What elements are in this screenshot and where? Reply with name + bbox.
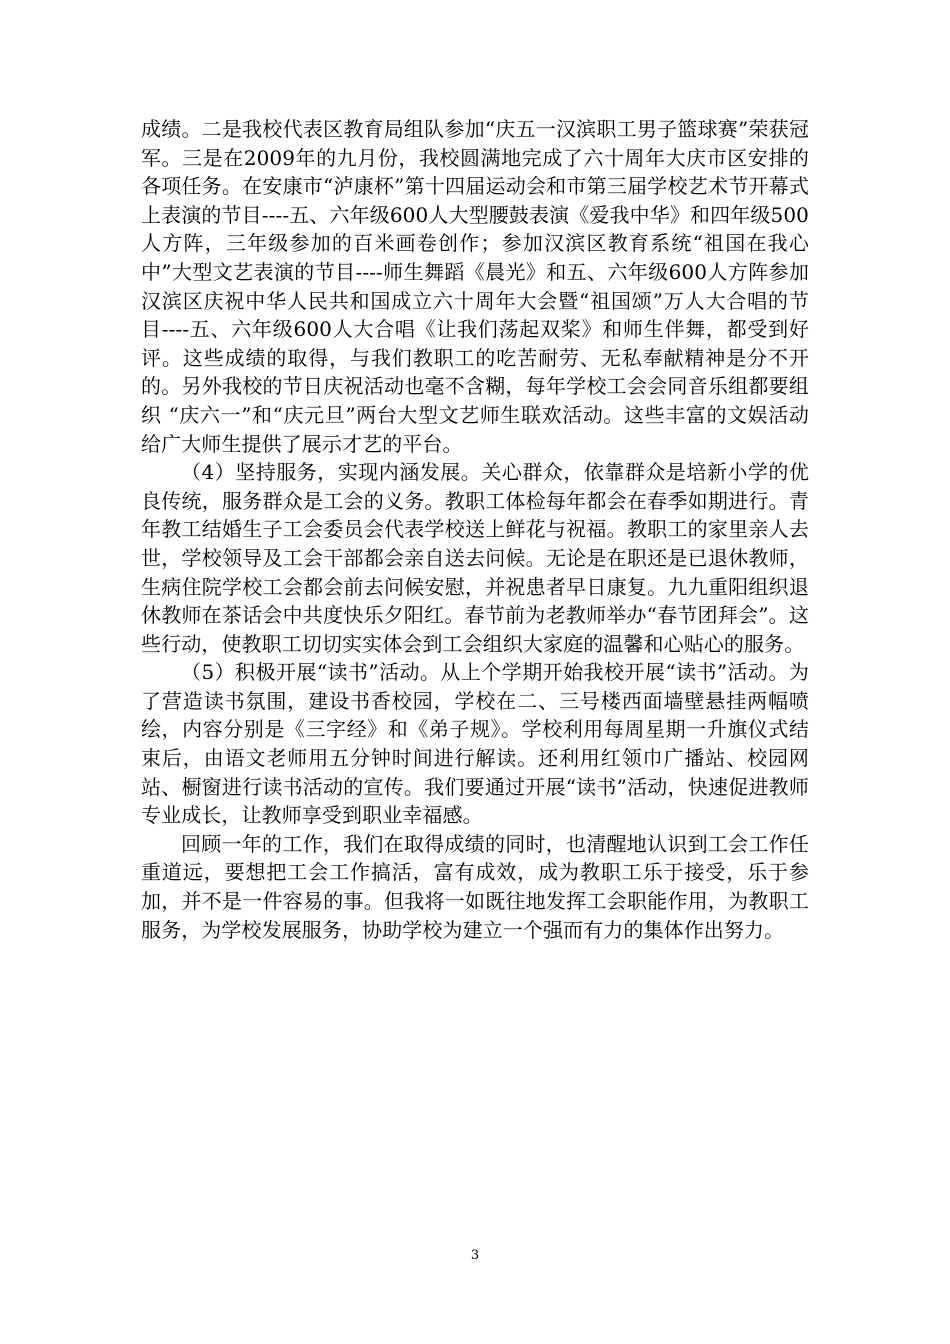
page-number: 3 xyxy=(470,1248,480,1263)
paragraph-reading: （5）积极开展“读书”活动。从上个学期开始我校开展“读书”活动。为了营造读书氛围，建设书香校园，学校在二、三号楼西面墙壁悬挂两幅喷绘，内容分别是《三字经》和《弟子规》。学校利用每周星期一升旗仪式结束后，由语文老师用五分钟时间进行解读。还利用红领巾广播站、校园网站、橱窗进行读书活动的宣传。我们要通过开展“读书”活动，快速促进教师专业成长，让教师享受到职业幸福感。 xyxy=(141,660,809,828)
paragraph-review: 回顾一年的工作，我们在取得成绩的同时，也清醒地认识到工会工作任重道远，要想把工会工作搞活，富有成效，成为教职工乐于接受，乐于参加，并不是一件容易的事。但我将一如既往地发挥工会职能作用，为教职工服务，为学校发展服务，协助学校为建立一个强而有力的集体作出努力。 xyxy=(141,831,809,942)
paragraph-achievements: 成绩。二是我校代表区教育局组队参加“庆五一汉滨职工男子篮球赛”荣获冠军。三是在2009年的九月份，我校圆满地完成了六十周年大庆市区安排的各项任务。在安康市“泸康杯”第十四届运动会和市第三届学校艺术节开幕式上表演的节目----五、六年级600人大型腰鼓表演《爱我中华》和四年级500人方阵，三年级参加的百米画卷创作；参加汉滨区教育系统“祖国在我心中”大型文艺表演的节目----师生舞蹈《晨光》和五、六年级600人方阵参加汉滨区庆祝中华人民共和国成立六十周年大会暨“祖国颂”万人大合唱的节目----五、六年级600人大合唱《让我们荡起双桨》和师生伴舞，都受到好评。这些成绩的取得，与我们教职工的吃苦耐劳、无私奉献精神是分不开的。另外我校的节日庆祝活动也毫不含糊，每年学校工会会同音乐组都要组织 “庆六一”和“庆元旦”两台大型文艺师生联欢活动。这些丰富的文娱活动给广大师生提供了展示才艺的平台。 xyxy=(141,117,809,456)
document-body xyxy=(141,115,809,944)
paragraph-service: （4）坚持服务，实现内涵发展。关心群众，依靠群众是培新小学的优良传统，服务群众是工会的义务。教职工体检每年都会在春季如期进行。青年教工结婚生子工会委员会代表学校送上鲜花与祝福。教职工的家里亲人去世，学校领导及工会干部都会亲自送去问候。无论是在职还是已退休教师，生病住院学校工会都会前去问候安慰，并祝患者早日康复。九九重阳组织退休教师在茶话会中共度快乐夕阳红。春节前为老教师举办“春节团拜会”。这些行动，使教职工切切实实体会到工会组织大家庭的温馨和心贴心的服务。 xyxy=(141,460,809,656)
